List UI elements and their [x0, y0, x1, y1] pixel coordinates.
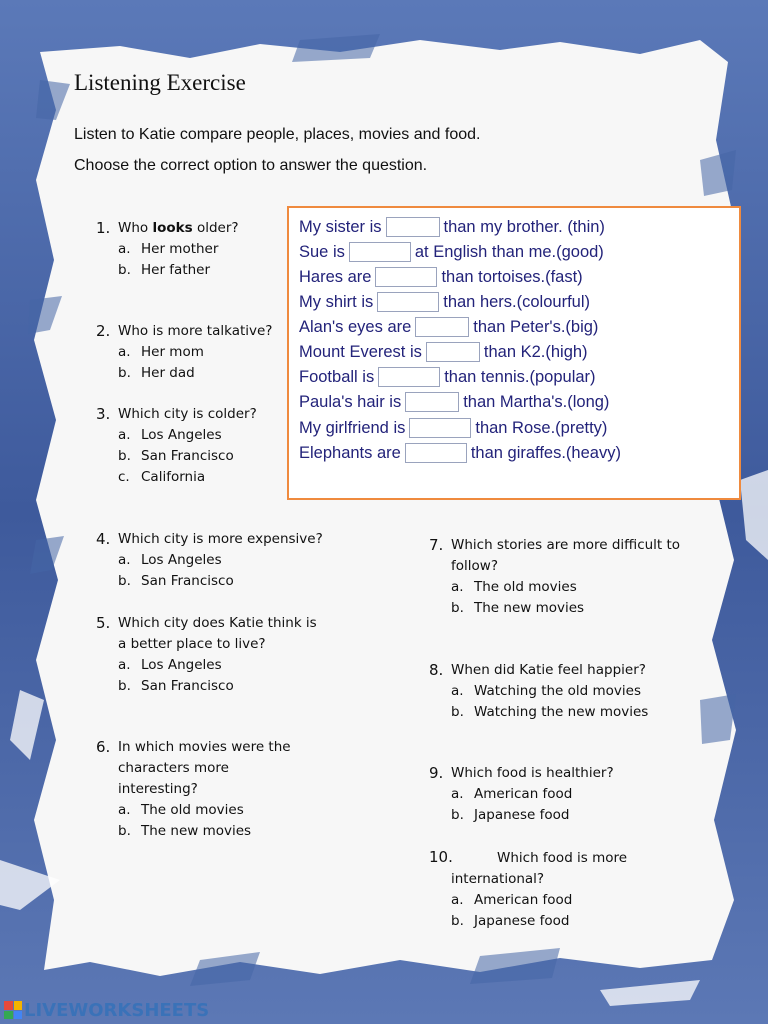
question-1 — [96, 218, 239, 281]
question-10 — [429, 847, 627, 932]
blank-input[interactable] — [349, 242, 411, 262]
question-stem-line-2: international? — [451, 871, 545, 887]
question-number: 3. — [96, 405, 111, 423]
question-5 — [96, 613, 317, 697]
blank-input[interactable] — [409, 418, 471, 438]
option[interactable]: a. Los Angeles — [118, 427, 222, 443]
question-number: 8. — [429, 661, 444, 679]
question-stem: Which stories are more difficult to follow? — [451, 537, 681, 574]
question-number: 4. — [96, 530, 111, 548]
fill-in-row: Hares are than tortoises.(fast) — [299, 267, 583, 286]
question-number: 6. — [96, 738, 111, 756]
comparatives-fill-in-box — [287, 206, 741, 500]
question-stem: When did Katie feel happier? — [451, 662, 646, 678]
question-9 — [429, 763, 614, 826]
question-stem: Which food is healthier? — [451, 765, 614, 781]
question-number: 7. — [429, 536, 444, 554]
liveworksheets-logo — [4, 1000, 209, 1020]
question-number: 5. — [96, 614, 111, 632]
question-7 — [429, 535, 680, 619]
blank-input[interactable] — [386, 217, 440, 237]
option[interactable]: b. Her dad — [118, 365, 195, 381]
blank-input[interactable] — [405, 392, 459, 412]
question-stem: In which movies were the characters more interesting? — [118, 739, 291, 797]
question-4 — [96, 529, 323, 592]
fill-in-row: Alan's eyes are than Peter's.(big) — [299, 317, 599, 336]
question-stem: Who looks older? — [118, 220, 239, 236]
option[interactable]: b. Japanese food — [451, 913, 570, 929]
option[interactable]: a. Watching the old movies — [451, 683, 642, 699]
fill-in-row: Sue is at English than me.(good) — [299, 242, 604, 261]
question-number: 10. — [429, 848, 453, 866]
option[interactable]: a. American food — [451, 892, 573, 908]
option[interactable]: b. San Francisco — [118, 678, 234, 694]
option[interactable]: a. The old movies — [451, 579, 577, 595]
question-stem: Which city is more expensive? — [118, 531, 323, 547]
option[interactable]: b. Japanese food — [451, 807, 570, 823]
question-number: 1. — [96, 219, 111, 237]
option[interactable]: a. Her mom — [118, 344, 204, 360]
question-2 — [96, 321, 272, 384]
instruction-line-2: Choose the correct option to answer the question. — [74, 157, 428, 174]
option[interactable]: b. Watching the new movies — [451, 704, 649, 720]
option[interactable]: b. The new movies — [118, 823, 252, 839]
option[interactable]: a. American food — [451, 786, 573, 802]
question-3 — [96, 404, 257, 488]
option[interactable]: a. Her mother — [118, 241, 219, 257]
option[interactable]: a. The old movies — [118, 802, 244, 818]
option[interactable]: c. California — [118, 469, 206, 485]
option[interactable]: a. Los Angeles — [118, 552, 222, 568]
blank-input[interactable] — [375, 267, 437, 287]
question-6 — [96, 737, 291, 842]
option[interactable]: b. San Francisco — [118, 573, 234, 589]
fill-in-row: My girlfriend is than Rose.(pretty) — [299, 418, 608, 437]
fill-in-row: Mount Everest is than K2.(high) — [299, 342, 588, 361]
instruction-line-1: Listen to Katie compare people, places, movies and food. — [74, 126, 481, 143]
question-number: 2. — [96, 322, 111, 340]
question-stem: Which food is more — [497, 850, 628, 866]
fill-in-row: Football is than tennis.(popular) — [299, 367, 596, 386]
option[interactable]: a. Los Angeles — [118, 657, 222, 673]
option[interactable]: b. The new movies — [451, 600, 585, 616]
question-number: 9. — [429, 764, 444, 782]
blank-input[interactable] — [377, 292, 439, 312]
fill-in-row: My sister is than my brother. (thin) — [299, 217, 605, 236]
option[interactable]: b. Her father — [118, 262, 211, 278]
blank-input[interactable] — [415, 317, 469, 337]
blank-input[interactable] — [426, 342, 480, 362]
blank-input[interactable] — [378, 367, 440, 387]
worksheet-title: Listening Exercise — [74, 70, 246, 95]
question-stem: Which city is colder? — [118, 406, 257, 422]
question-stem: Which city does Katie think is a better place to live? — [118, 615, 317, 652]
fill-in-row: My shirt is than hers.(colourful) — [299, 292, 590, 311]
question-stem: Who is more talkative? — [118, 323, 273, 339]
option[interactable]: b. San Francisco — [118, 448, 234, 464]
fill-in-row: Paula's hair is than Martha's.(long) — [299, 392, 610, 411]
logo-blocks-icon — [4, 1001, 22, 1019]
blank-input[interactable] — [405, 443, 467, 463]
logo-wordmark: LIVEWORKSHEETS — [24, 999, 210, 1021]
fill-in-row: Elephants are than giraffes.(heavy) — [299, 443, 621, 462]
question-8 — [429, 660, 648, 723]
